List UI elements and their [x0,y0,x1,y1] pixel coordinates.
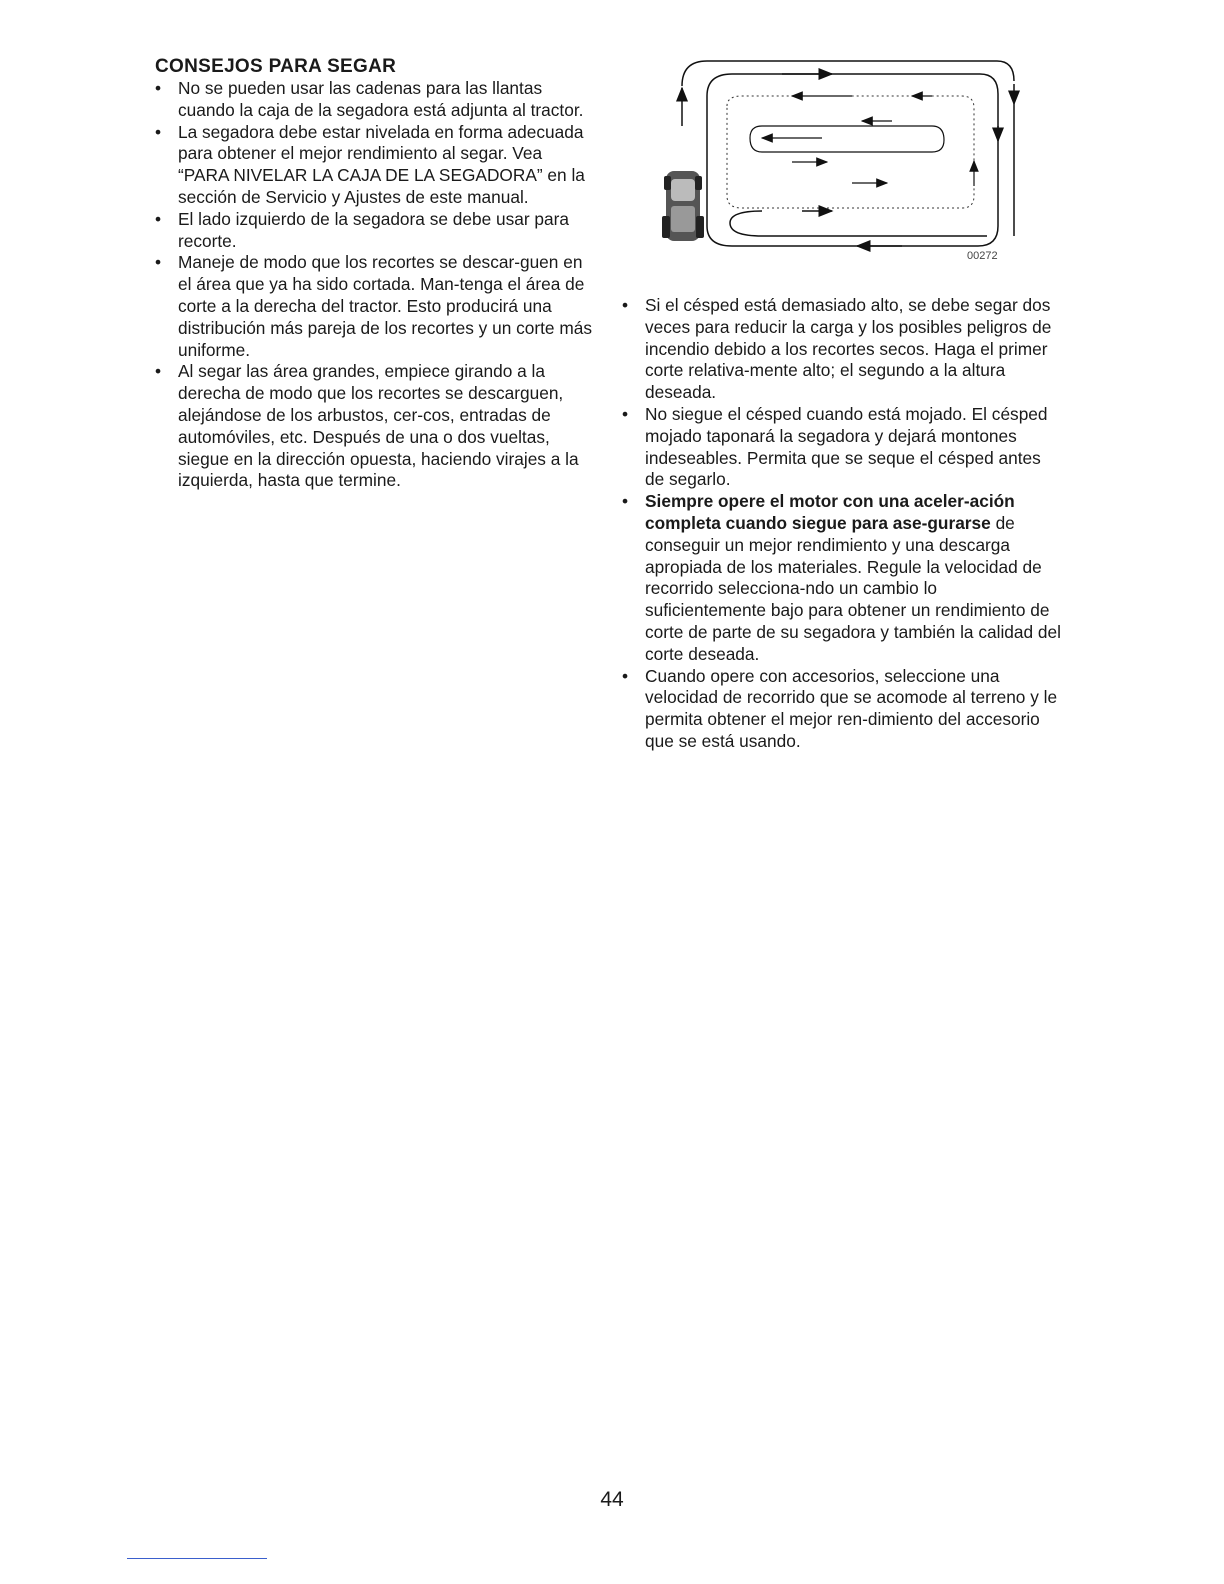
ring-4 [750,126,944,152]
bold-emphasis: Siempre opere el motor con una aceler-ación completa cuando siegue para ase-gurarse [645,491,1015,533]
mowing-pattern-figure [662,56,1022,266]
section-heading: CONSEJOS PARA SEGAR [155,56,397,77]
list-item: • La segadora debe estar nivelada en forma adecuada para obtener el mejor rendimiento al segar. Vea “PARA NIVELAR LA CAJA DE LA SEGADORA” en la sección de Servicio y Ajustes de este manual. [155,121,585,207]
list-item: • No se pueden usar las cadenas para las llantas cuando la caja de la segadora está adjunta al tractor. [155,78,584,120]
list-item: • Maneje de modo que los recortes se descar-guen en el área que ya ha sido cortada. Man-tenga el área de corte a la derecha del tractor. Esto producirá una distribución más pareja de los recortes y un corte más uniforme. [155,252,592,360]
figure-code: 00272 [967,250,998,262]
mowing-pattern-diagram [662,56,1022,266]
right-column [622,295,1062,753]
right-bullet-list [622,295,1062,753]
list-item: • Si el césped está demasiado alto, se debe segar dos veces para reducir la carga y los posibles peligros de incendio debido a los recortes secos. Haga el primer corte relativa-mente alto; el segundo a la altura deseada. [622,295,1052,403]
ring-2 [707,74,998,246]
list-item: • El lado izquierdo de la segadora se debe usar para recorte. [155,208,570,251]
list-item: • Siempre opere el motor con una aceler-ación completa cuando siegue para ase-gurarse de conseguir un mejor rendimiento y una descarga apropiada de los materiales. Regule la velocidad de recorrido selecciona-ndo un cambio lo suficientemente bajo para obtener un rendimiento de corte de parte de su segadora y también la calidad del corte deseada. [622,491,1061,664]
list-item: • Cuando opere con accesorios, seleccione una velocidad de recorrido que se acomode al terreno y le permita obtener el mejor ren-dimiento del accesorio que se está usando. [622,665,1058,751]
tractor-icon [662,171,704,241]
list-item: • Al segar las área grandes, empiece girando a la derecha de modo que los recortes se descarguen, alejándose de los arbustos, cer-cos, entradas de automóviles, etc. Después de una o dos vueltas, siegue en la dirección opuesta, haciendo virajes a la izquierda, hasta que termine. [155,361,579,491]
start-loop [730,211,987,236]
left-column [155,78,595,492]
list-item: • No siegue el césped cuando está mojado. El césped mojado taponará la segadora y dejará montones indeseables. Permita que se seque el césped antes de segarlo. [622,403,1048,490]
page-number: 44 [600,1488,624,1511]
left-bullet-list [155,78,595,492]
footer-divider [127,1558,267,1559]
